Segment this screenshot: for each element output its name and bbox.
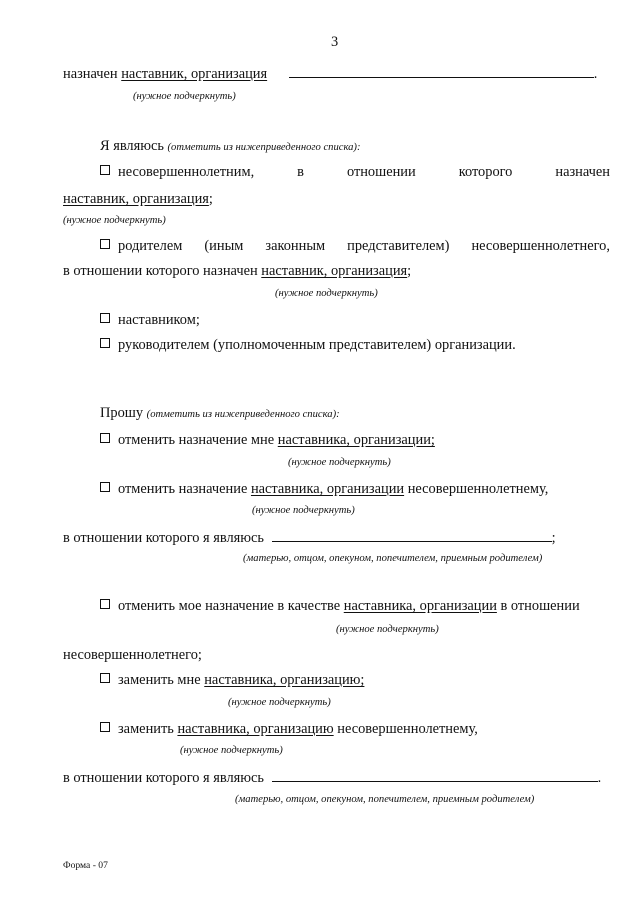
section2-intro-note: (отметить из нижеприведенного списка): xyxy=(146,409,340,420)
relation-blank-2[interactable] xyxy=(272,768,598,782)
note-underline-4: (нужное подчеркнуть) xyxy=(288,457,391,468)
mentor-org-underlined: наставник, организация xyxy=(63,191,209,207)
checkbox-parent[interactable]: родителем xyxy=(100,237,182,255)
relation-note-2: (матерью, отцом, опекуном, попечителем, приемным родителем) xyxy=(235,794,535,805)
assigned-label: назначен xyxy=(63,66,118,82)
checkbox-icon xyxy=(100,338,110,348)
note-underline-6: (нужное подчеркнуть) xyxy=(336,624,439,635)
mentor-org-underlined: наставника, организации xyxy=(250,481,405,497)
checkbox-icon xyxy=(100,482,110,492)
note-underline-2: (нужное подчеркнуть) xyxy=(63,215,166,226)
checkbox-icon xyxy=(100,673,110,683)
note-underline-7: (нужное подчеркнуть) xyxy=(228,697,331,708)
checkbox-icon xyxy=(100,433,110,443)
checkbox-icon xyxy=(100,165,110,175)
mentor-org-underlined: наставника, организацию xyxy=(177,721,334,737)
section1-intro-note: (отметить из нижеприведенного списка): xyxy=(167,142,361,153)
section2-option-cancel-minor[interactable]: отменить назначение наставника, организации несовершеннолетнему, xyxy=(100,480,548,498)
mentor-org-underlined: наставника, организации; xyxy=(277,432,435,448)
checkbox-icon xyxy=(100,313,110,323)
mentor-org-underlined: наставника, организации xyxy=(343,598,497,614)
mentor-org-underlined: наставник, организация xyxy=(121,66,268,82)
note-underline-1: (нужное подчеркнуть) xyxy=(133,91,236,102)
relation-blank-1[interactable] xyxy=(272,528,552,542)
checkbox-minor[interactable]: несовершеннолетним, xyxy=(100,163,254,181)
note-underline-8: (нужное подчеркнуть) xyxy=(180,745,283,756)
section1-intro xyxy=(100,137,361,157)
section2-option-cancel-my-role[interactable]: отменить мое назначение в качестве наставника, организации в отношении xyxy=(100,597,580,615)
section1-intro-text: Я являюсь xyxy=(100,138,164,154)
section2-option-replace-mine[interactable]: заменить мне наставника, организацию; xyxy=(100,671,364,689)
section1-option-parent-cont: в отношении которого назначен наставник, организация; xyxy=(63,263,412,279)
section1-option-minor-cont: наставник, организация; xyxy=(63,191,213,207)
section2-intro-text: Прошу xyxy=(100,405,144,421)
mentor-org-underlined: наставник, организация xyxy=(261,263,408,279)
section2-option-replace-minor[interactable]: заменить наставника, организацию несовершеннолетнему, xyxy=(100,720,478,738)
section2-option-cancel-mine[interactable]: отменить назначение мне наставника, организации; xyxy=(100,431,435,449)
checkbox-icon xyxy=(100,239,110,249)
form-number: Форма - 07 xyxy=(63,860,108,871)
section1-option-org-head[interactable]: руководителем (уполномоченным представителем) организации. xyxy=(100,336,516,354)
section1-option-minor: несовершеннолетним, в отношении которого назначен xyxy=(100,163,610,181)
relation-note-1: (матерью, отцом, опекуном, попечителем, приемным родителем) xyxy=(243,553,543,564)
page-number: 3 xyxy=(331,34,339,50)
section2-intro xyxy=(100,404,340,424)
mentor-org-underlined: наставника, организацию; xyxy=(204,672,365,688)
section2-option-cancel-my-role-cont: несовершеннолетнего; xyxy=(63,647,202,663)
relation-line-1: в отношении которого я являюсь ; xyxy=(63,530,556,546)
note-underline-5: (нужное подчеркнуть) xyxy=(252,505,355,516)
section1-option-mentor[interactable]: наставником; xyxy=(100,311,200,329)
checkbox-icon xyxy=(100,599,110,609)
section1-option-parent: родителем (иным законным представителем) несовершеннолетнего, xyxy=(100,237,610,255)
assigned-line xyxy=(63,64,597,83)
note-underline-3: (нужное подчеркнуть) xyxy=(275,288,378,299)
assigned-end: . xyxy=(593,66,598,82)
checkbox-icon xyxy=(100,722,110,732)
assigned-blank[interactable] xyxy=(289,64,594,78)
relation-line-2: в отношении которого я являюсь . xyxy=(63,770,602,786)
